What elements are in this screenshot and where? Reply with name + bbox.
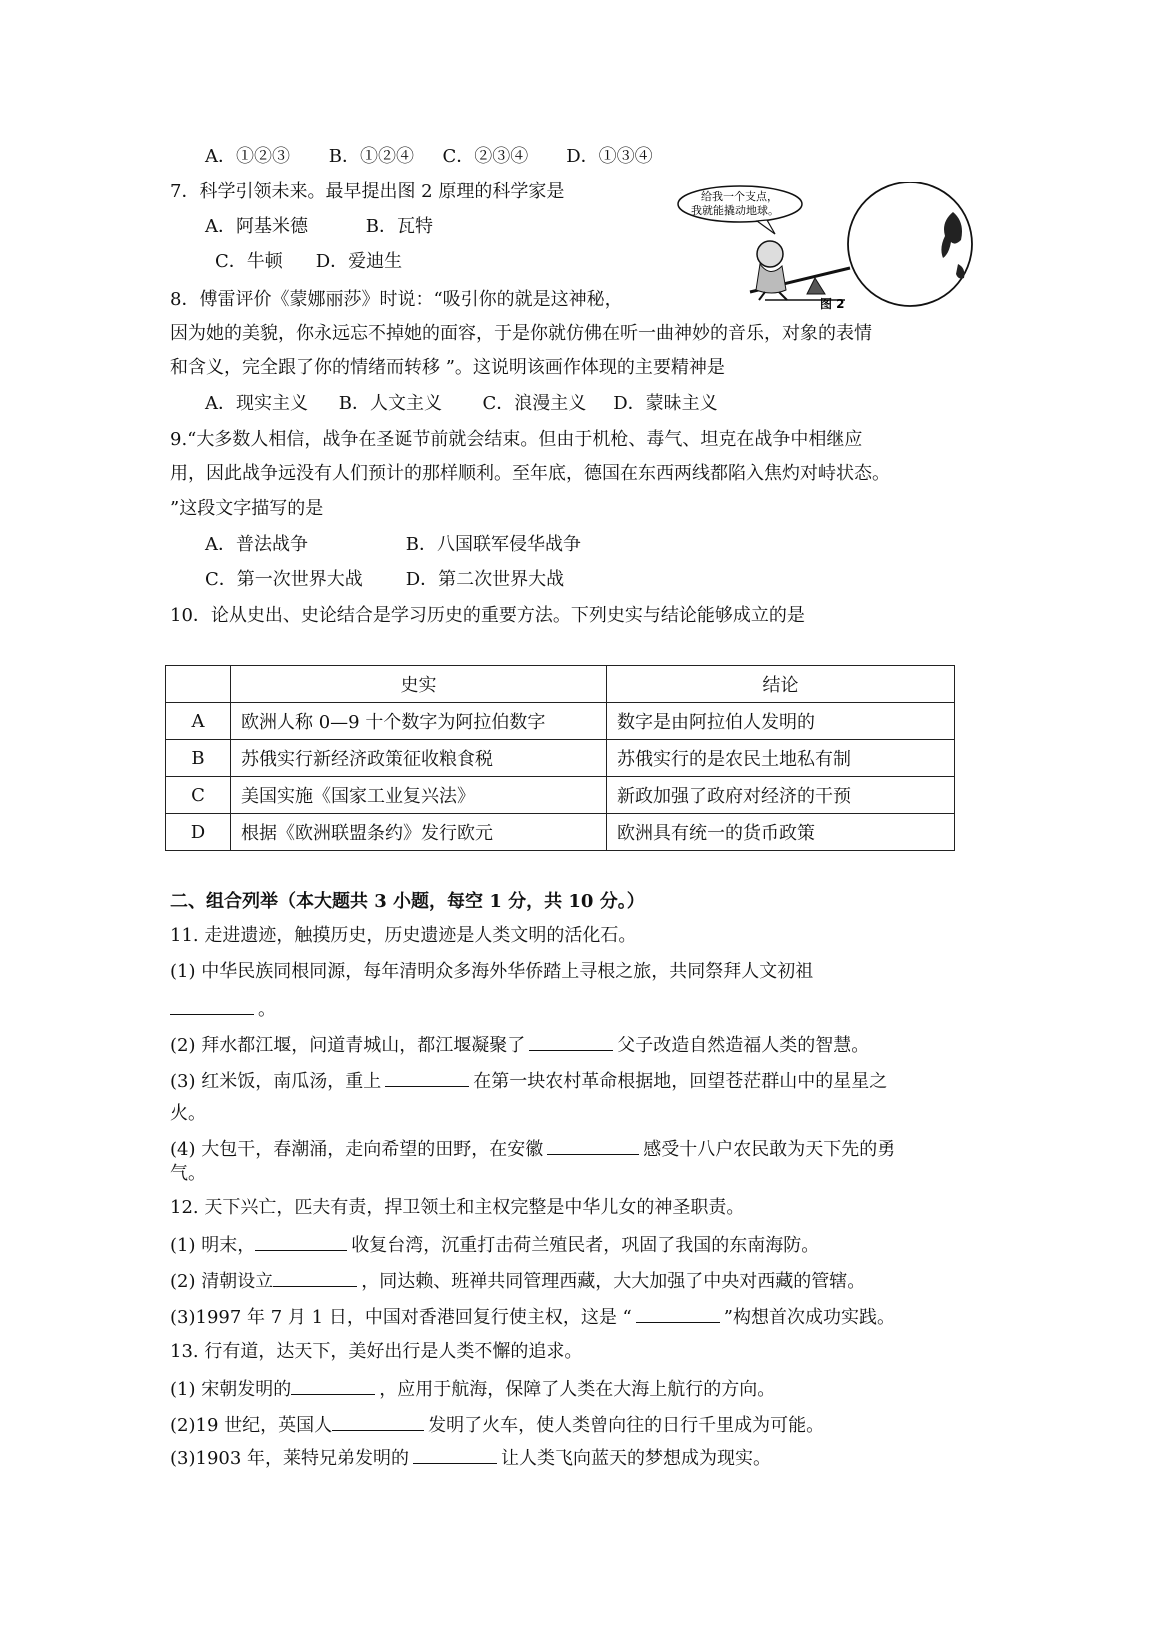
answer-blank[interactable] bbox=[170, 996, 254, 1015]
q11-part4 bbox=[170, 1136, 895, 1162]
answer-blank[interactable] bbox=[273, 1268, 357, 1287]
table-header-key bbox=[166, 666, 231, 703]
q9-line1: 9.“大多数人相信，战争在圣诞节前就会结束。但由于机枪、毒气、坦克在战争中相继应 bbox=[170, 429, 863, 450]
q10-table bbox=[165, 665, 955, 851]
table-row bbox=[166, 740, 955, 777]
q9-option-d: D．第二次世界大战 bbox=[405, 569, 565, 590]
q8-option-c: C．浪漫主义 bbox=[482, 393, 587, 414]
answer-blank[interactable] bbox=[255, 1232, 347, 1251]
row-fact: 根据《欧洲联盟条约》发行欧元 bbox=[231, 814, 607, 851]
q9-option-b: B．八国联军侵华战争 bbox=[405, 534, 581, 555]
answer-blank[interactable] bbox=[291, 1376, 375, 1395]
q12-part2-a: (2) 清朝设立 bbox=[170, 1271, 274, 1292]
answer-blank[interactable] bbox=[636, 1304, 720, 1323]
q13-part1-a: (1) 宋朝发明的 bbox=[170, 1379, 292, 1400]
q13-part1 bbox=[170, 1376, 775, 1402]
q7-options-ab bbox=[205, 215, 433, 239]
q7-options-cd bbox=[215, 250, 402, 274]
row-key: D bbox=[166, 814, 231, 851]
q8-option-a: A．现实主义 bbox=[205, 393, 308, 414]
q9-options-cd bbox=[205, 568, 564, 592]
q8-line3: 和含义，完全跟了你的情绪而转移 ”。这说明该画作体现的主要精神是 bbox=[170, 357, 725, 378]
q6-option-a: A．①②③ bbox=[205, 146, 290, 167]
q9-option-a: A．普法战争 bbox=[205, 534, 308, 555]
q13-part2 bbox=[170, 1412, 824, 1438]
q9-line2: 用，因此战争远没有人们预计的那样顺利。至年底，德国在东西两线都陷入焦灼对峙状态。 bbox=[170, 463, 890, 484]
q12-part3-a: (3)1997 年 7 月 1 日，中国对香港回复行使主权，这是 “ bbox=[170, 1307, 632, 1328]
q11-part4-b: 感受十八户农民敢为天下先的勇 bbox=[643, 1139, 896, 1160]
table-row bbox=[166, 703, 955, 740]
q11-part1-text: (1) 中华民族同根同源，每年清明众多海外华侨踏上寻根之旅，共同祭拜人文初祖 bbox=[170, 961, 814, 982]
figure-caption: 图 2 bbox=[820, 297, 845, 310]
answer-blank[interactable] bbox=[547, 1136, 639, 1155]
row-conclusion: 新政加强了政府对经济的干预 bbox=[607, 777, 955, 814]
q12-part2-b: ，同达赖、班禅共同管理西藏，大大加强了中央对西藏的管辖。 bbox=[361, 1271, 866, 1292]
q6-option-c: C．②③④ bbox=[442, 146, 529, 167]
table-header-conclusion: 结论 bbox=[607, 666, 955, 703]
row-conclusion: 数字是由阿拉伯人发明的 bbox=[607, 703, 955, 740]
answer-blank[interactable] bbox=[413, 1445, 497, 1464]
q12-part3-b: ”构想首次成功实践。 bbox=[723, 1307, 895, 1328]
row-fact: 美国实施《国家工业复兴法》 bbox=[231, 777, 607, 814]
row-fact: 苏俄实行新经济政策征收粮食税 bbox=[231, 740, 607, 777]
table-row bbox=[166, 777, 955, 814]
q13-part3 bbox=[170, 1445, 771, 1471]
row-key: A bbox=[166, 703, 231, 740]
q13-part3-b: 让人类飞向蓝天的梦想成为现实。 bbox=[501, 1448, 772, 1469]
q7-option-c: C．牛顿 bbox=[215, 251, 283, 272]
q11-part3-end: 火。 bbox=[170, 1103, 206, 1124]
q6-option-d: D．①③④ bbox=[566, 146, 653, 167]
q11-part1-tail bbox=[170, 996, 276, 1022]
q8-options bbox=[205, 392, 718, 416]
q11-part4-end: 气。 bbox=[170, 1163, 206, 1184]
row-conclusion: 苏俄实行的是农民土地私有制 bbox=[607, 740, 955, 777]
q11-part3 bbox=[170, 1068, 887, 1094]
q11-part4-a: (4) 大包干，春潮涌，走向希望的田野，在安徽 bbox=[170, 1139, 544, 1160]
answer-blank[interactable] bbox=[529, 1032, 613, 1051]
row-conclusion: 欧洲具有统一的货币政策 bbox=[607, 814, 955, 851]
q9-option-c: C．第一次世界大战 bbox=[205, 569, 363, 590]
q6-option-b: B．①②④ bbox=[328, 146, 414, 167]
q12-part3 bbox=[170, 1304, 895, 1330]
figure-2-archimedes-lever bbox=[675, 182, 990, 310]
q13-part3-a: (3)1903 年，莱特兄弟发明的 bbox=[170, 1448, 410, 1469]
q11-part2-a: (2) 拜水都江堰，问道青城山，都江堰凝聚了 bbox=[170, 1035, 526, 1056]
q12-part2 bbox=[170, 1268, 865, 1294]
q11-part1-end: 。 bbox=[258, 999, 276, 1020]
q7-option-d: D．爱迪生 bbox=[315, 251, 403, 272]
q9-line3: ”这段文字描写的是 bbox=[170, 498, 324, 519]
q7-stem: 7．科学引领未来。最早提出图 2 原理的科学家是 bbox=[170, 181, 565, 202]
q13-stem: 13. 行有道，达天下，美好出行是人类不懈的追求。 bbox=[170, 1341, 583, 1362]
q11-part2 bbox=[170, 1032, 869, 1058]
q11-part3-a: (3) 红米饭，南瓜汤，重上 bbox=[170, 1071, 382, 1092]
q13-part1-b: ，应用于航海，保障了人类在大海上航行的方向。 bbox=[379, 1379, 776, 1400]
q8-option-d: D．蒙昧主义 bbox=[613, 393, 718, 414]
q7-option-a: A．阿基米德 bbox=[205, 216, 308, 237]
q11-part3-b: 在第一块农村革命根据地，回望苍茫群山中的星星之 bbox=[473, 1071, 888, 1092]
bubble-text-2: 我就能撬动地球。 bbox=[691, 204, 779, 217]
table-header-row bbox=[166, 666, 955, 703]
q12-part1-a: (1) 明末， bbox=[170, 1235, 256, 1256]
answer-blank[interactable] bbox=[385, 1068, 469, 1087]
q8-option-b: B．人文主义 bbox=[338, 393, 442, 414]
q10-stem: 10．论从史出、史论结合是学习历史的重要方法。下列史实与结论能够成立的是 bbox=[170, 605, 805, 626]
q8-line1: 8．傅雷评价《蒙娜丽莎》时说：“吸引你的就是这神秘， bbox=[170, 289, 623, 310]
answer-blank[interactable] bbox=[332, 1412, 424, 1431]
lever-illustration bbox=[675, 182, 990, 310]
q12-stem: 12. 天下兴亡，匹夫有责，捍卫领土和主权完整是中华儿女的神圣职责。 bbox=[170, 1197, 745, 1218]
q8-line2: 因为她的美貌，你永远忘不掉她的面容，于是你就仿佛在听一曲神妙的音乐，对象的表情 bbox=[170, 323, 872, 344]
section-2-title: 二、组合列举（本大题共 3 小题，每空 1 分，共 10 分。） bbox=[170, 891, 645, 912]
q12-part1 bbox=[170, 1232, 819, 1258]
q6-options bbox=[205, 145, 653, 169]
q13-part2-b: 发明了火车，使人类曾向往的日行千里成为可能。 bbox=[428, 1415, 825, 1436]
row-key: C bbox=[166, 777, 231, 814]
table-header-fact: 史实 bbox=[231, 666, 607, 703]
q11-part2-b: 父子改造自然造福人类的智慧。 bbox=[617, 1035, 870, 1056]
q11-stem: 11. 走进遗迹，触摸历史，历史遗迹是人类文明的活化石。 bbox=[170, 925, 637, 946]
table-row bbox=[166, 814, 955, 851]
q13-part2-a: (2)19 世纪，英国人 bbox=[170, 1415, 333, 1436]
bubble-text-1: 给我一个支点， bbox=[701, 190, 778, 203]
q12-part1-b: 收复台湾，沉重打击荷兰殖民者，巩固了我国的东南海防。 bbox=[351, 1235, 820, 1256]
q9-options-ab bbox=[205, 533, 581, 557]
q7-option-b: B．瓦特 bbox=[365, 216, 433, 237]
row-fact: 欧洲人称 0—9 十个数字为阿拉伯数字 bbox=[231, 703, 607, 740]
row-key: B bbox=[166, 740, 231, 777]
